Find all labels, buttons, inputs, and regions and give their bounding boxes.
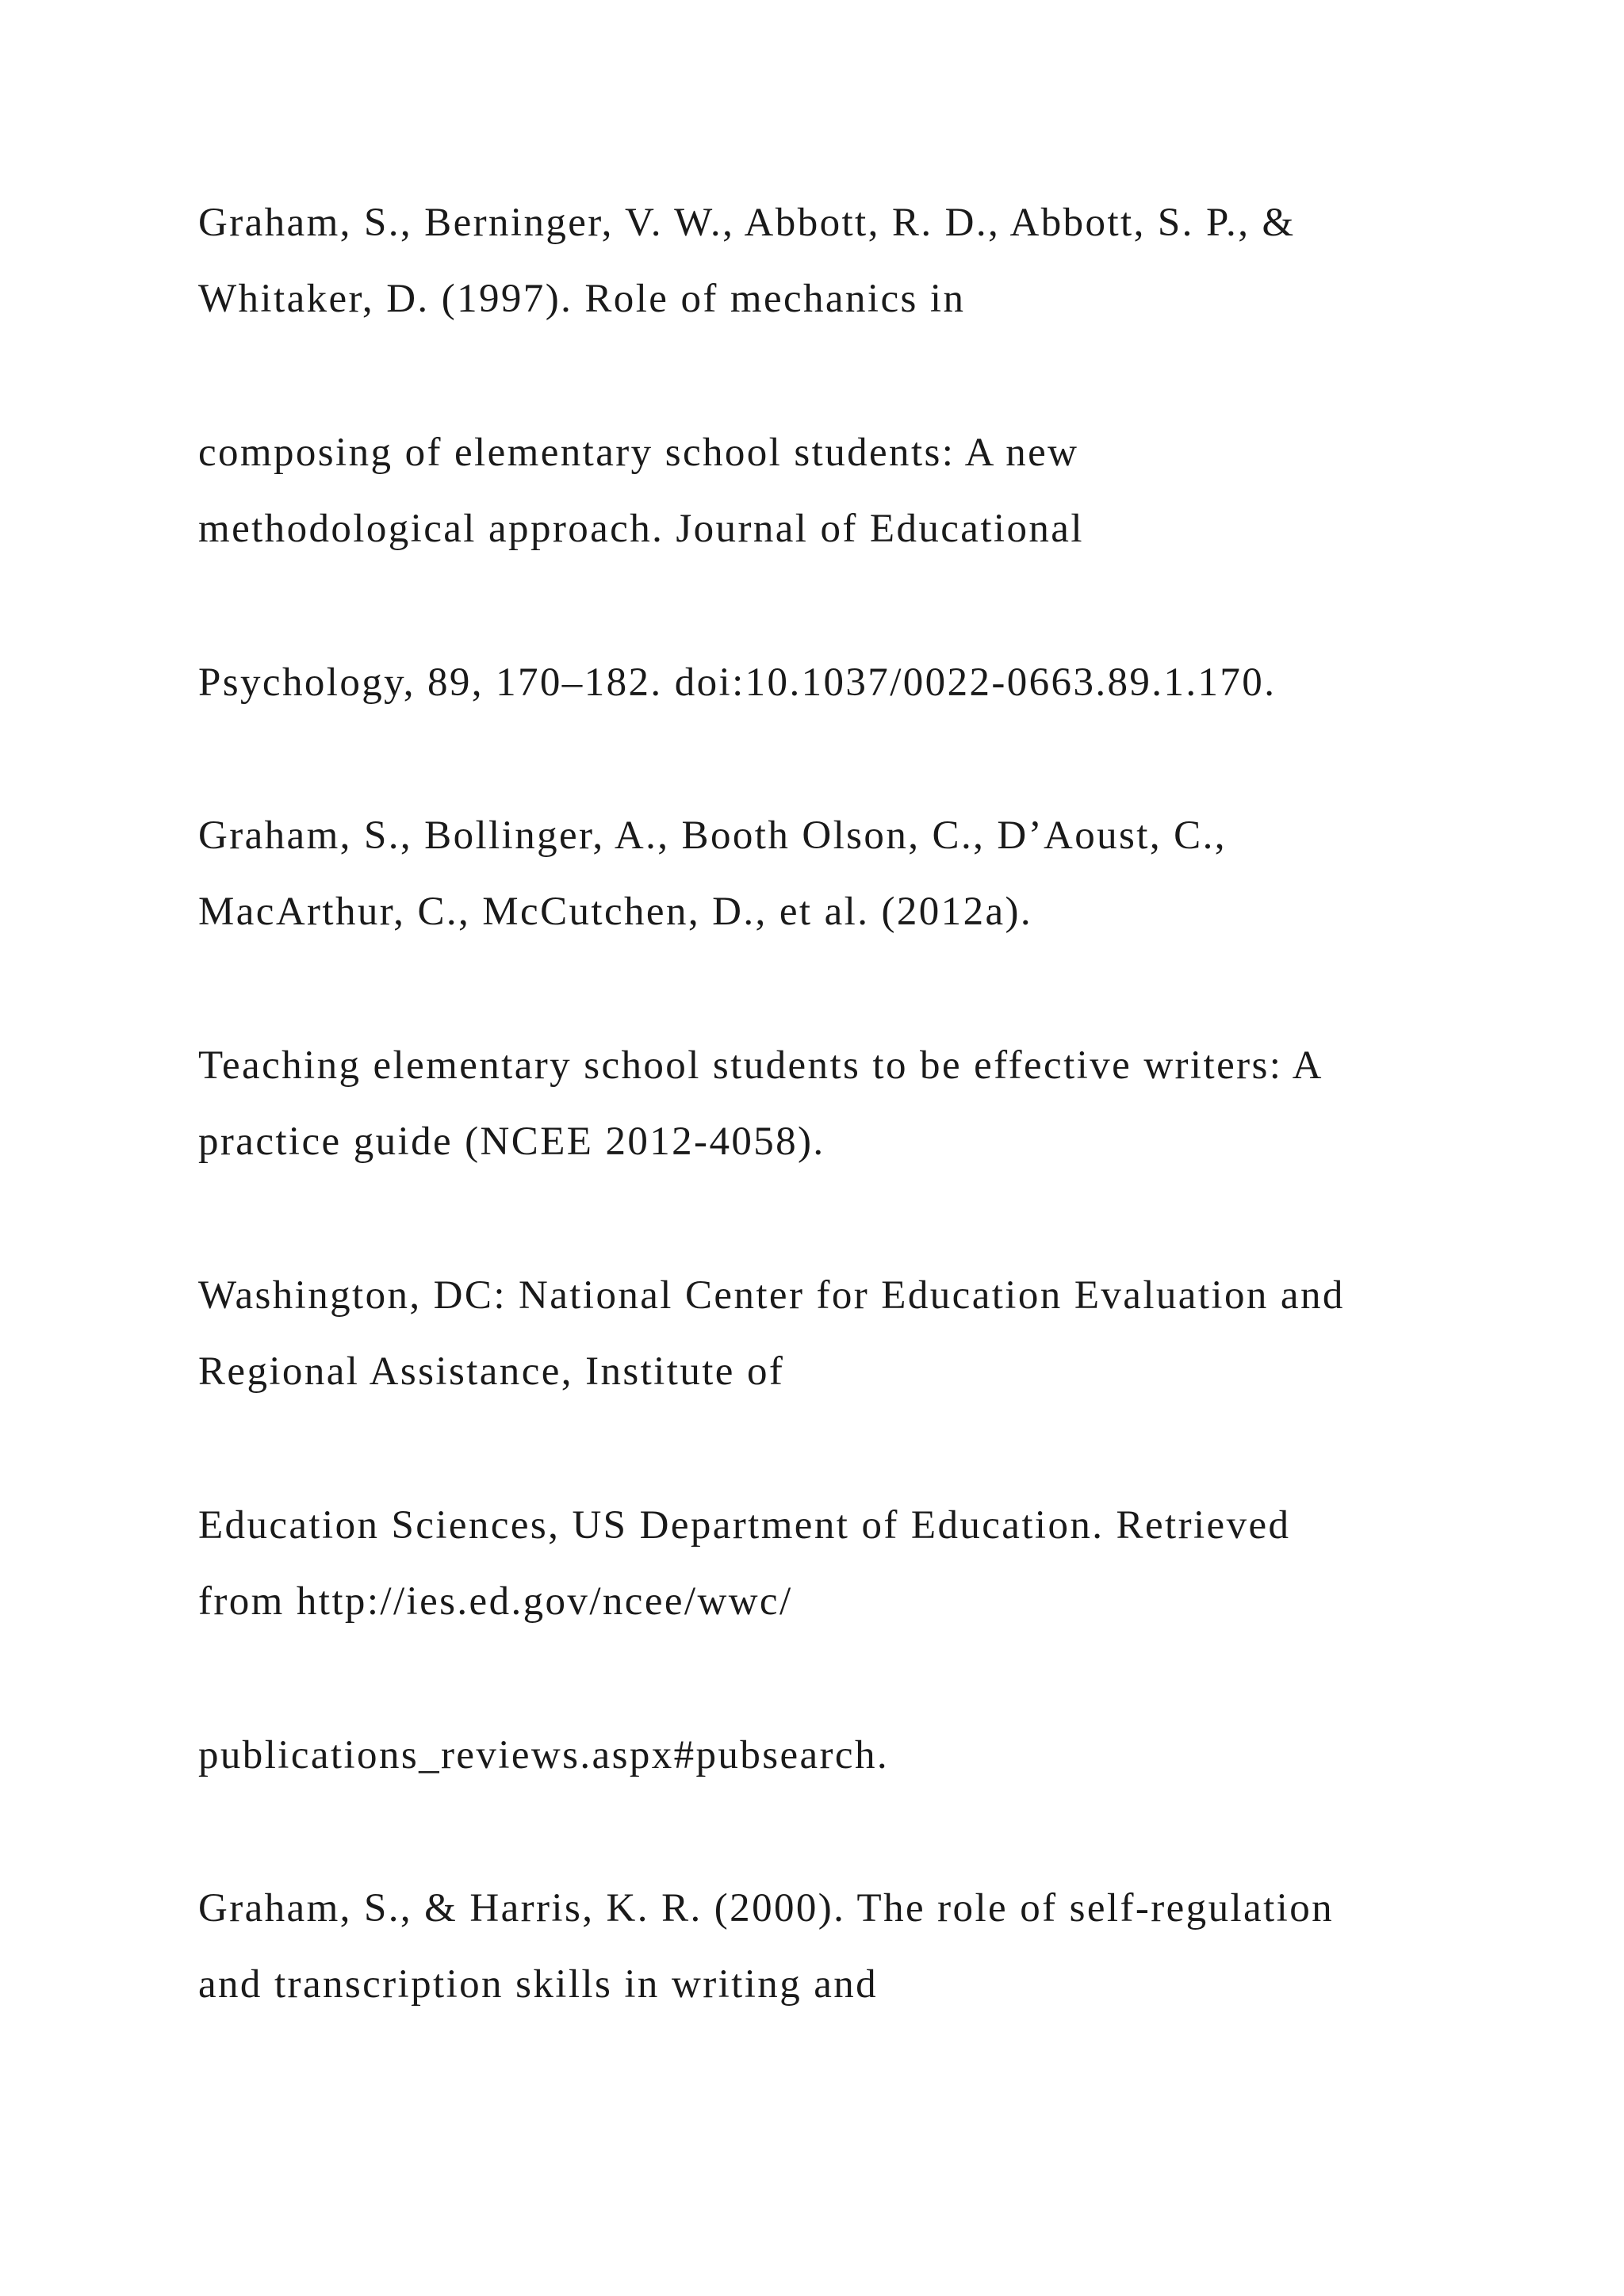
text-line: Graham, S., Bollinger, A., Booth Olson, C., D’Aoust, C., [198,813,1227,858]
reference-paragraph [198,415,1546,567]
text-line: Regional Assistance, Institute of [198,1349,785,1394]
text-line: Education Sciences, US Department of Education. Retrieved [198,1503,1291,1548]
text-line: and transcription skills in writing and [198,1962,879,2007]
reference-paragraph [198,645,1546,721]
text-line: Psychology, 89, 170–182. doi:10.1037/0022-0663.89.1.170. [198,660,1277,705]
text-line: practice guide (NCEE 2012-4058). [198,1119,825,1164]
text-line: Washington, DC: National Center for Education Evaluation and [198,1273,1345,1318]
url-text-line: from http://ies.ed.gov/ncee/wwc/ [198,1579,793,1624]
text-line: composing of elementary school students: A new [198,430,1079,475]
reference-paragraph [198,1027,1546,1180]
url-text-line: publications_reviews.aspx#pubsearch. [198,1733,890,1777]
reference-paragraph [198,798,1546,950]
text-line: Graham, S., Berninger, V. W., Abbott, R. D., Abbott, S. P., & [198,201,1296,245]
reference-paragraph [198,1870,1546,2022]
text-line: Graham, S., & Harris, K. R. (2000). The role of self-regulation [198,1886,1335,1931]
reference-paragraph [198,1487,1546,1640]
text-line: Whitaker, D. (1997). Role of mechanics in [198,277,966,321]
text-line: methodological approach. Journal of Educational [198,507,1084,551]
text-line: MacArthur, C., McCutchen, D., et al. (2012a). [198,890,1033,934]
reference-paragraph [198,185,1546,337]
reference-paragraph [198,1717,1546,1793]
reference-paragraph [198,1257,1546,1410]
text-line: Teaching elementary school students to be effective writers: A [198,1043,1323,1088]
